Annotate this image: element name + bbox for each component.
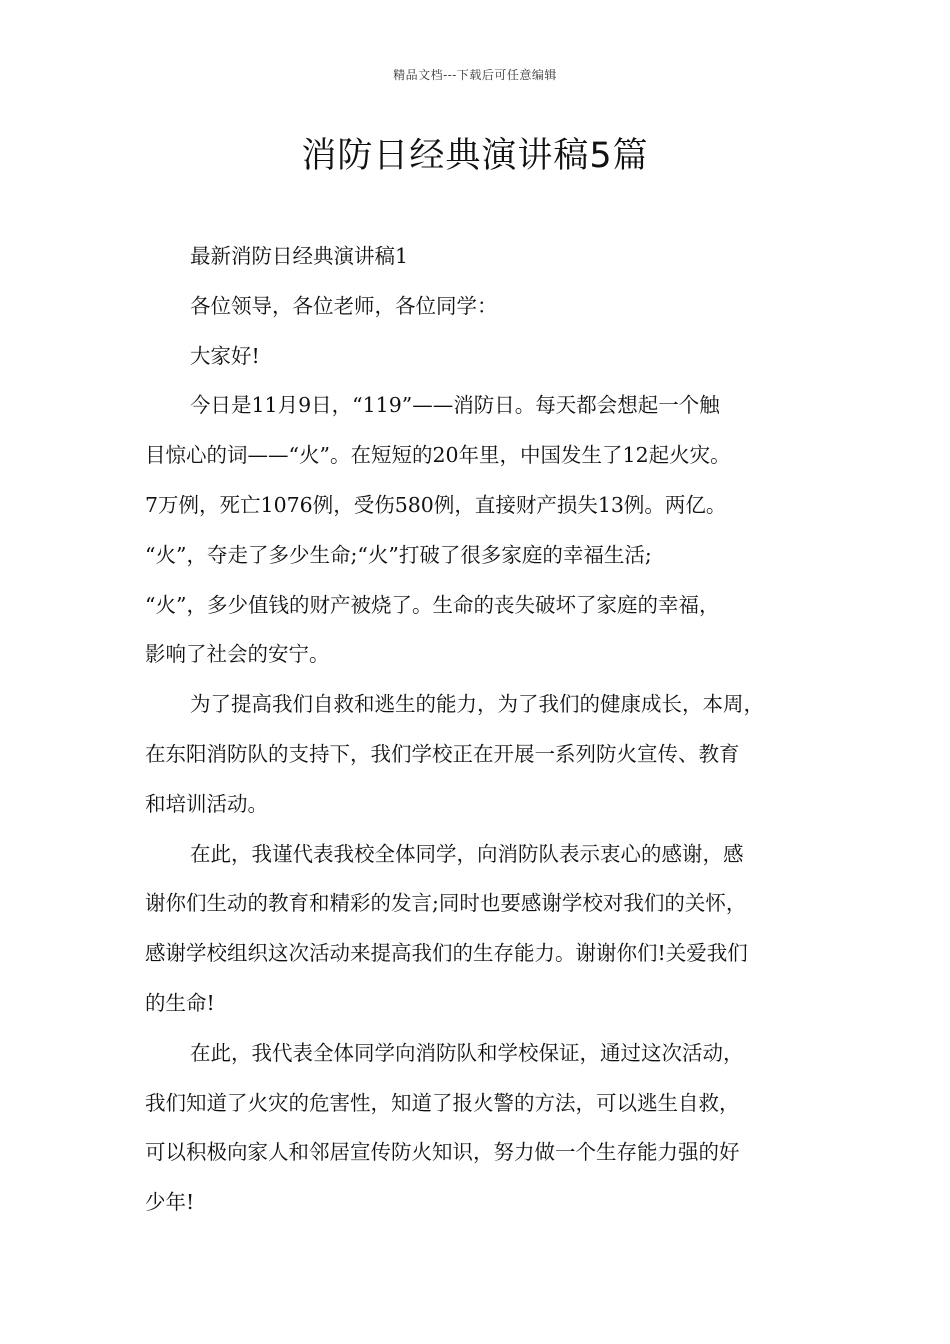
document-body <box>145 232 827 1228</box>
paragraph <box>145 381 827 680</box>
text-line: 今日是11月9日，“119”——消防日。每天都会想起一个触 <box>190 393 720 418</box>
text-line: 少年! <box>145 1190 195 1215</box>
text-line: 感谢学校组织这次活动来提高我们的生存能力。谢谢你们!关爱我们 <box>145 941 748 966</box>
paragraph <box>145 830 827 1029</box>
text-line: 在此，我谨代表我校全体同学，向消防队表示衷心的感谢，感 <box>190 841 744 866</box>
text-line: 7万例，死亡1076例，受伤580例，直接财产损失13例。两亿。 <box>145 492 727 517</box>
text-line: 在此，我代表全体同学向消防队和学校保证，通过这次活动， <box>190 1040 744 1065</box>
text-line: 和培训活动。 <box>145 791 268 816</box>
text-line: 目惊心的词——“火”。在短短的20年里，中国发生了12起火灾。 <box>145 443 731 468</box>
text-line: 我们知道了火灾的危害性，知道了报火警的方法，可以逃生自救， <box>145 1090 740 1115</box>
paragraph <box>145 680 827 829</box>
text-line: 可以积极向家人和邻居宣传防火知识，努力做一个生存能力强的好 <box>145 1140 740 1165</box>
text-line: 最新消防日经典演讲稿1 <box>190 244 409 268</box>
text-line: 为了提高我们自救和逃生的能力，为了我们的健康成长，本周， <box>190 692 764 717</box>
paragraph <box>145 332 827 382</box>
text-line: 的生命! <box>145 990 215 1015</box>
text-line: “火”，多少值钱的财产被烧了。生命的丧失破坏了家庭的幸福， <box>145 592 720 617</box>
paragraph <box>145 282 827 332</box>
text-line: 影响了社会的安宁。 <box>145 642 330 667</box>
text-line: 在东阳消防队的支持下，我们学校正在开展一系列防火宣传、教育 <box>145 741 740 766</box>
paragraph <box>145 232 827 282</box>
header-note: 精品文档---下载后可任意编辑 <box>393 68 557 82</box>
text-line: 谢你们生动的教育和精彩的发言;同时也要感谢学校对我们的关怀， <box>145 891 747 916</box>
paragraph <box>145 1029 827 1228</box>
text-line: 大家好! <box>190 343 260 368</box>
text-line: 各位领导，各位老师，各位同学： <box>190 293 498 318</box>
text-line: “火”，夺走了多少生命;“火”打破了很多家庭的幸福生活; <box>145 542 652 567</box>
document-title: 消防日经典演讲稿5篇 <box>301 136 649 176</box>
